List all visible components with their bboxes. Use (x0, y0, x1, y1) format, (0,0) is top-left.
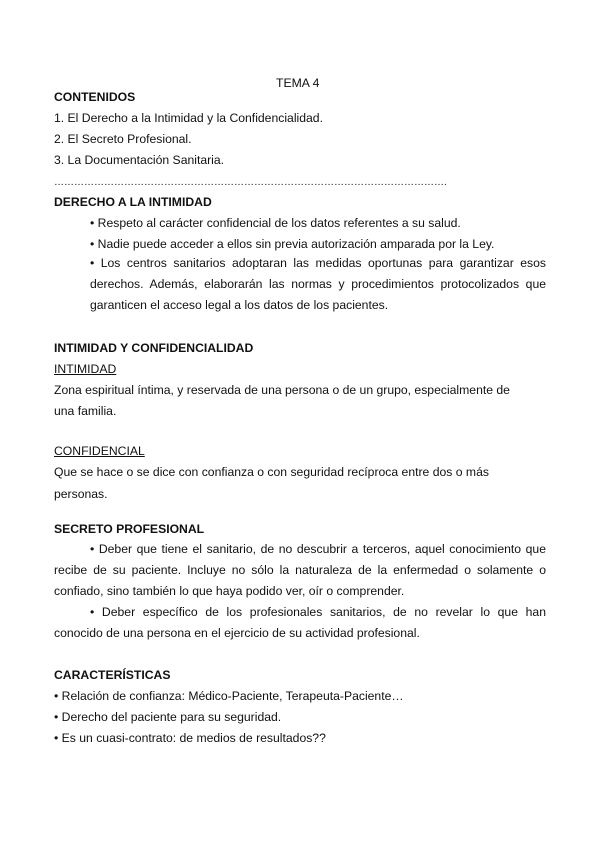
caracteristicas-item: • Relación de confianza: Médico-Paciente, Terapeuta-Paciente… (54, 689, 404, 703)
dotted-separator: ………………………………………………………………………………………………………. (54, 177, 447, 188)
confidencial-definition: Que se hace o se dice con confianza o con seguridad recíproca entre dos o más (54, 465, 489, 479)
contenidos-item: 1. El Derecho a la Intimidad y la Confidencialidad. (54, 111, 323, 125)
secreto-heading: SECRETO PROFESIONAL (54, 522, 205, 536)
derecho-bullet: • Nadie puede acceder a ellos sin previa autorización amparada por la Ley. (90, 237, 495, 251)
derecho-heading: DERECHO A LA INTIMIDAD (54, 195, 212, 209)
confidencial-definition: personas. (54, 487, 108, 501)
secreto-paragraph: • Deber que tiene el sanitario, de no descubrir a terceros, aquel conocimiento que recibe de su paciente. Incluye no sólo la naturaleza de la enfermedad o solamente o confiado, sino también lo que haya podido ver, oír o comprender. (54, 542, 546, 598)
intimidad-conf-heading: INTIMIDAD Y CONFIDENCIALIDAD (54, 341, 254, 355)
intimidad-label: INTIMIDAD (54, 362, 117, 376)
contenidos-item: 3. La Documentación Sanitaria. (54, 153, 225, 167)
intimidad-definition: una familia. (54, 404, 117, 418)
derecho-bullet: • Respeto al carácter confidencial de los datos referentes a su salud. (90, 216, 461, 230)
caracteristicas-item: • Derecho del paciente para su seguridad. (54, 710, 282, 724)
intimidad-definition: Zona espiritual íntima, y reservada de una persona o de un grupo, especialmente de (54, 383, 510, 397)
contenidos-item: 2. El Secreto Profesional. (54, 132, 192, 146)
contenidos-heading: CONTENIDOS (54, 90, 136, 104)
page-title: TEMA 4 (276, 76, 320, 90)
derecho-bullet: • Los centros sanitarios adoptaran las medidas oportunas para garantizar esos derechos. Además, elaborarán las normas y procedimientos protocolizados que garanticen el acceso legal a los datos de los pacientes. (90, 256, 546, 312)
caracteristicas-heading: CARACTERÍSTICAS (54, 668, 171, 682)
secreto-paragraph: • Deber específico de los profesionales sanitarios, de no revelar lo que han conocido de una persona en el ejercicio de su actividad profesional. (54, 605, 546, 640)
caracteristicas-item: • Es un cuasi-contrato: de medios de resultados?? (54, 731, 326, 745)
confidencial-label: CONFIDENCIAL (54, 444, 145, 458)
